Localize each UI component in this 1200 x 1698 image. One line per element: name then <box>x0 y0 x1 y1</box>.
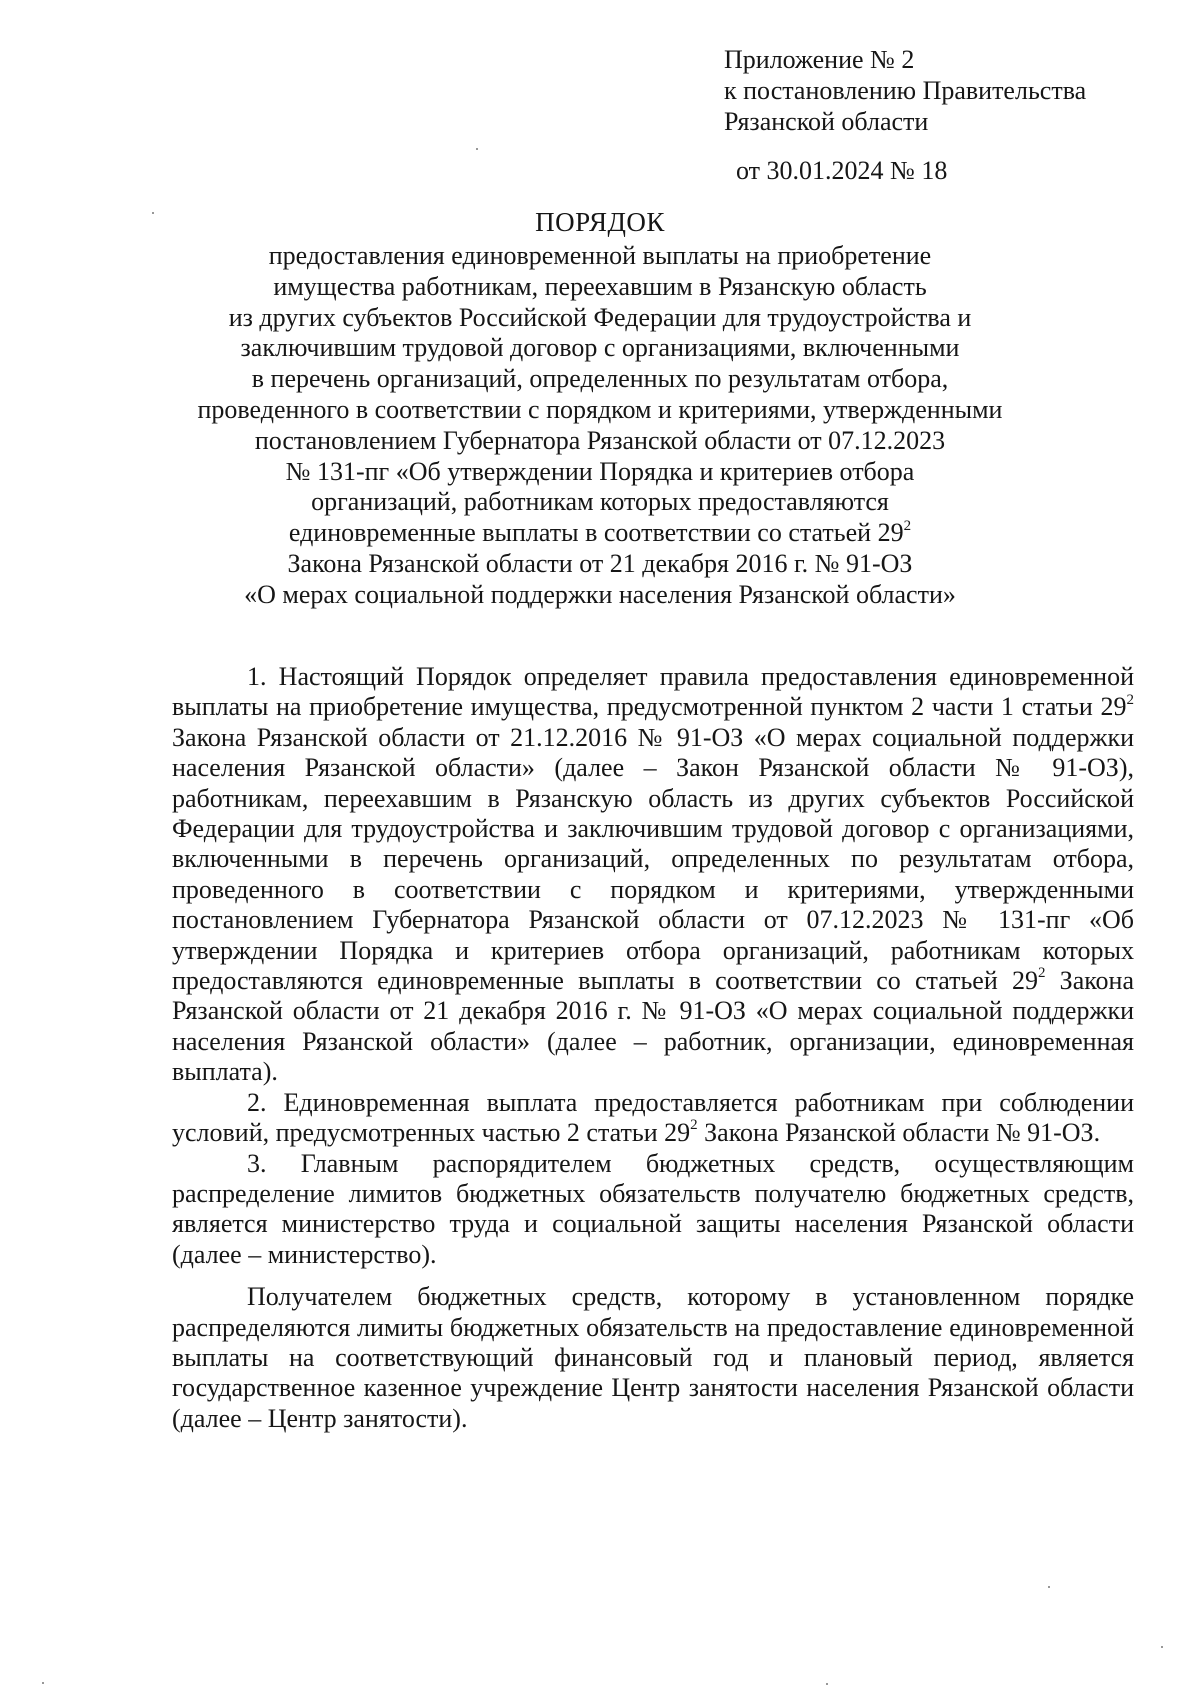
subtitle-line-text: имущества работникам, переехавшим в Рязанскую область <box>273 271 927 301</box>
subtitle-line <box>150 580 1050 611</box>
appendix-block <box>724 44 1164 137</box>
paragraph-text: 3. Главным распорядителем бюджетных средств, осуществляющим распределение лимитов бюджетных обязательств получателю бюджетных средств, является министерство труда и социальной защиты населения Рязанской области (далее – министерство). <box>172 1148 1134 1269</box>
subtitle-line-text: № 131-пг «Об утверждении Порядка и критериев отбора <box>285 456 915 486</box>
scan-speck <box>826 1683 828 1685</box>
subtitle-line-text: Закона Рязанской области от 21 декабря 2016 г. № 91-ОЗ <box>287 548 913 578</box>
appendix-line: Рязанской области <box>724 107 929 136</box>
paragraph-text: Закона Рязанской области № 91-ОЗ. <box>697 1118 1101 1148</box>
subtitle-line-text: заключившим трудовой договор с организациями, включенными <box>240 333 960 363</box>
appendix-date: от 30.01.2024 № 18 <box>736 156 948 185</box>
subtitle-line <box>150 333 1050 364</box>
subtitle-line <box>150 364 1050 395</box>
subtitle-line <box>150 518 1050 549</box>
scan-speck <box>1161 1646 1163 1648</box>
scan-speck <box>1048 1586 1050 1588</box>
subtitle-line <box>150 272 1050 303</box>
subtitle-line-text: из других субъектов Российской Федерации для трудоустройства и <box>228 302 972 332</box>
subtitle-line <box>150 426 1050 457</box>
superscript: 2 <box>1126 691 1134 708</box>
appendix-line: к постановлению Правительства <box>724 76 1087 105</box>
subtitle-line-text: постановлением Губернатора Рязанской области от 07.12.2023 <box>254 425 946 455</box>
subtitle-line <box>150 457 1050 488</box>
subtitle-line <box>150 303 1050 334</box>
subtitle-line-text: организаций, работникам которых предоставляются <box>311 487 889 517</box>
appendix-line: Приложение № 2 <box>724 45 915 74</box>
paragraph-text: Закона Рязанской области от 21.12.2016 № 91-ОЗ «О мерах социальной поддержки населения Рязанской области» (далее – Закон Рязанской области № 91-ОЗ), работникам, переехавшим в Рязанскую область из других субъектов Российской Федерации для трудоустройства и заключившим трудовой договор с организациями, включенными в перечень организаций, определенных по результатам отбора, проведенного в соответствии с порядком и критериями, утвержденными постановлением Губернатора Рязанской области от 07.12.2023 № 131-пг «Об утверждении Порядка и критериев отбора организаций, работникам которых предоставляются единовременные выплаты в соответствии со статьей 29 <box>172 722 1134 996</box>
document-body <box>172 662 1134 1434</box>
superscript: 2 <box>1037 965 1046 982</box>
subtitle-line <box>150 487 1050 518</box>
superscript: 2 <box>903 517 912 534</box>
subtitle-line <box>150 241 1050 272</box>
paragraph-text: Получателем бюджетных средств, которому в установленном порядке распределяются лимиты бюджетных обязательств на предоставление единовременной выплаты на соответствующий финансовый год и плановый период, является государственное казенное учреждение Центр занятости населения Рязанской области (далее – Центр занятости). <box>172 1282 1134 1433</box>
document-subtitle <box>150 241 1050 611</box>
paragraph <box>172 1282 1134 1434</box>
paragraph-text: 1. Настоящий Порядок определяет правила предоставления единовременной выплаты на приобретение имущества, предусмотренной пунктом 2 части 1 статьи 29 <box>172 662 1134 722</box>
paragraph <box>172 1088 1134 1149</box>
subtitle-line-text: в перечень организаций, определенных по результатам отбора, <box>251 364 949 394</box>
document-title: ПОРЯДОК <box>535 207 665 237</box>
paragraph-text: Закона Рязанской области от 21 декабря 2016 г. № 91-ОЗ «О мерах социальной поддержки населения Рязанской области» (далее – работник, организации, единовременная выплата). <box>172 966 1134 1087</box>
paragraph <box>172 1149 1134 1271</box>
scan-speck <box>152 212 154 214</box>
subtitle-line-text: предоставления единовременной выплаты на приобретение <box>268 241 932 270</box>
subtitle-line-text: проведенного в соответствии с порядком и критериями, утвержденными <box>197 394 1003 424</box>
paragraph-text: 2. Единовременная выплата предоставляется работникам при соблюдении условий, предусмотренных частью 2 статьи 29 <box>172 1087 1134 1148</box>
paragraph <box>172 662 1134 1088</box>
scan-speck <box>42 1682 44 1684</box>
scan-speck <box>476 148 478 150</box>
subtitle-line-text: «О мерах социальной поддержки населения Рязанской области» <box>244 579 956 609</box>
superscript: 2 <box>690 1117 698 1134</box>
subtitle-line-text: единовременные выплаты в соответствии со статьей 29 <box>288 518 904 548</box>
subtitle-line <box>150 549 1050 580</box>
subtitle-line <box>150 395 1050 426</box>
